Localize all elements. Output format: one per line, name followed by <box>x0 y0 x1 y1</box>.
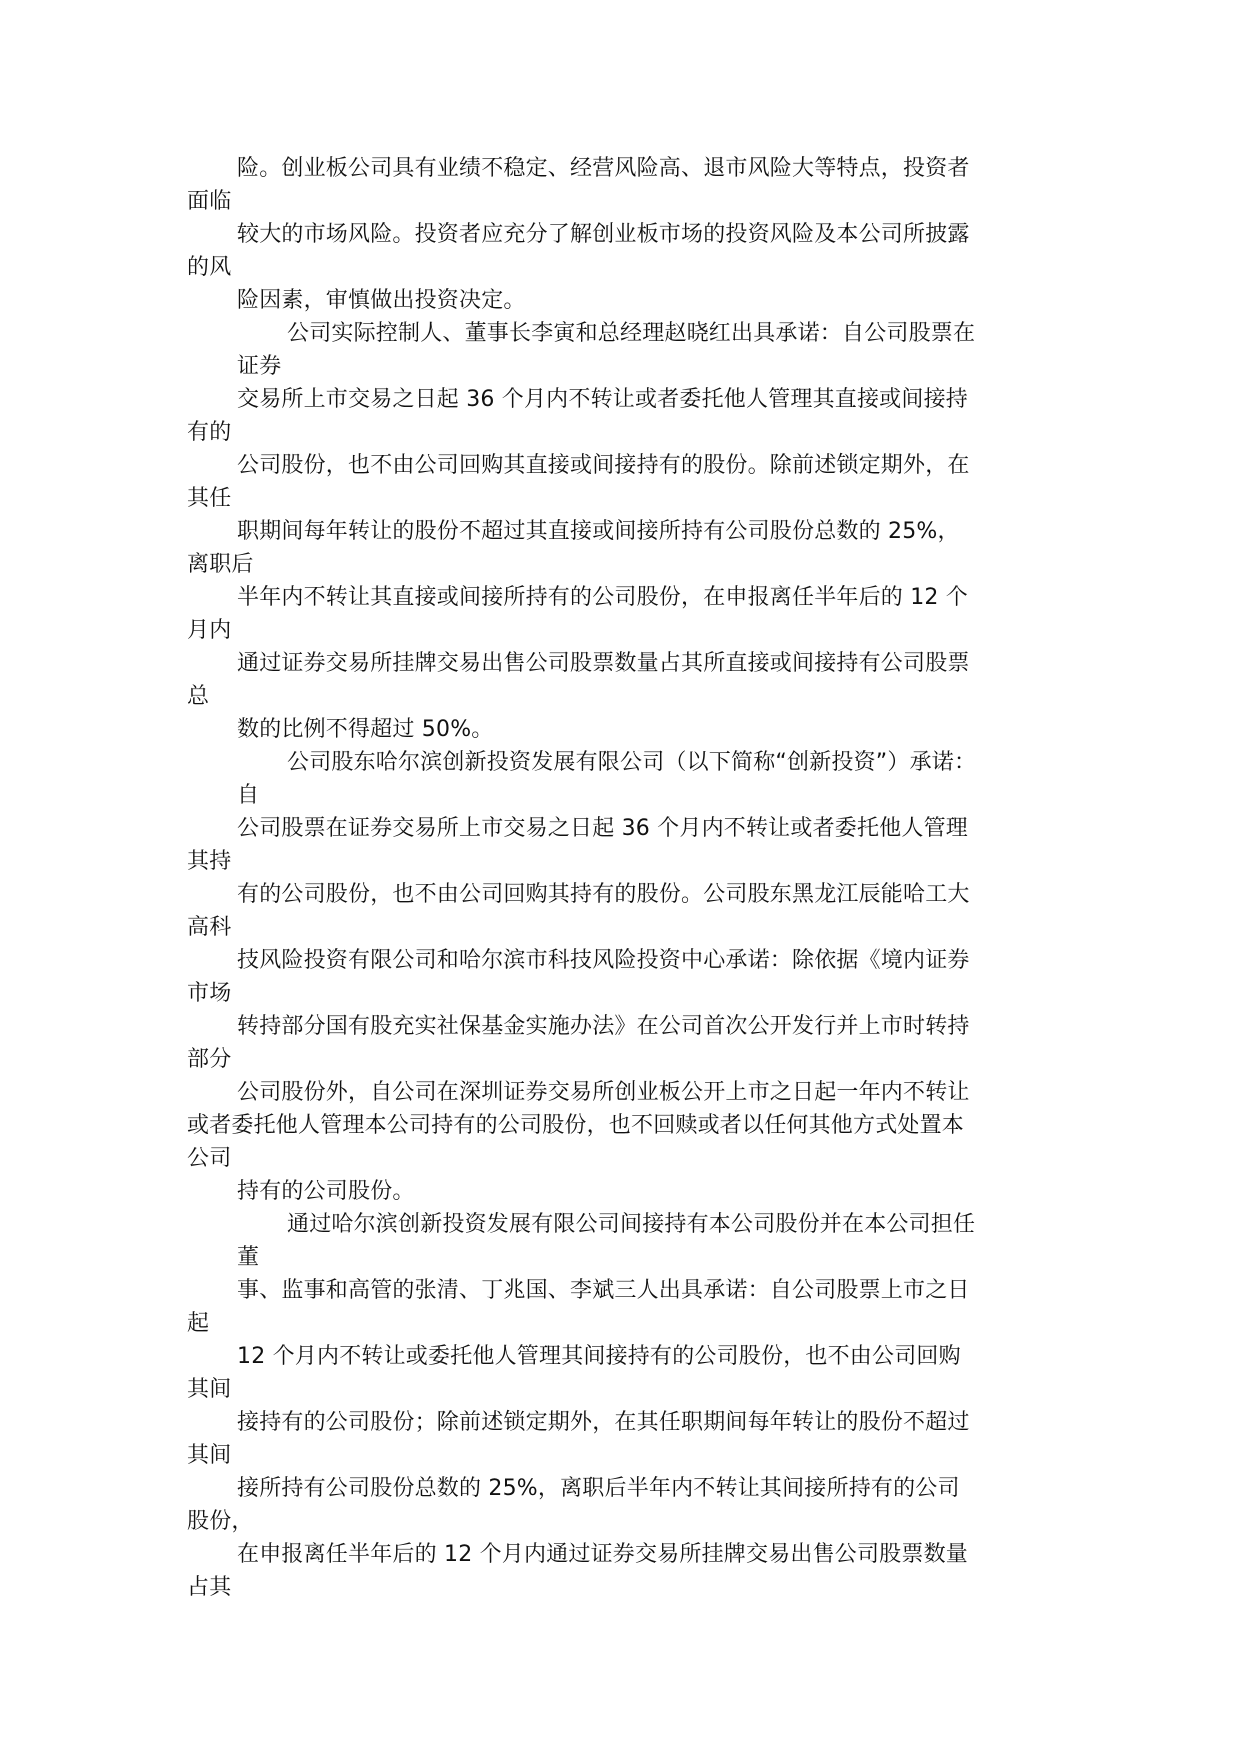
text-line: 其任 <box>187 486 232 511</box>
text-line: 证券 <box>237 354 282 379</box>
text-line: 部分 <box>187 1047 232 1072</box>
text-line: 有的 <box>187 420 232 445</box>
text-line: 交易所上市交易之日起 36 个月内不转让或者委托他人管理其直接或间接持 <box>237 387 968 412</box>
text-line: 职期间每年转让的股份不超过其直接或间接所持有公司股份总数的 25%， <box>237 519 960 544</box>
text-line: 或者委托他人管理本公司持有的公司股份，也不回赎或者以任何其他方式处置本 <box>187 1113 965 1138</box>
text-line: 持有的公司股份。 <box>237 1179 415 1204</box>
text-line: 股份， <box>187 1509 254 1534</box>
text-line: 其间 <box>187 1377 232 1402</box>
text-line: 12 个月内不转让或委托他人管理其间接持有的公司股份，也不由公司回购 <box>237 1344 961 1369</box>
text-line: 险因素，审慎做出投资决定。 <box>237 288 526 313</box>
text-line: 高科 <box>187 915 232 940</box>
text-line: 自 <box>237 783 260 808</box>
text-line: 在申报离任半年后的 12 个月内通过证券交易所挂牌交易出售公司股票数量 <box>237 1542 968 1567</box>
text-line: 其间 <box>187 1443 232 1468</box>
text-line: 市场 <box>187 981 232 1006</box>
paragraph-start-line: 公司股东哈尔滨创新投资发展有限公司（以下简称“创新投资”）承诺： <box>287 750 977 775</box>
text-line: 转持部分国有股充实社保基金实施办法》在公司首次公开发行并上市时转持 <box>237 1014 970 1039</box>
text-line: 总 <box>187 684 210 709</box>
text-line: 公司股票在证券交易所上市交易之日起 36 个月内不转让或者委托他人管理 <box>237 816 968 841</box>
text-line: 占其 <box>187 1575 232 1600</box>
text-line: 险。创业板公司具有业绩不稳定、经营风险高、退市风险大等特点，投资者 <box>237 156 970 181</box>
text-line: 接持有的公司股份；除前述锁定期外，在其任职期间每年转让的股份不超过 <box>237 1410 970 1435</box>
text-line: 起 <box>187 1311 210 1336</box>
text-line: 技风险投资有限公司和哈尔滨市科技风险投资中心承诺：除依据《境内证券 <box>237 948 970 973</box>
text-line: 其持 <box>187 849 232 874</box>
text-line: 较大的市场风险。投资者应充分了解创业板市场的投资风险及本公司所披露 <box>237 222 970 247</box>
text-line: 有的公司股份，也不由公司回购其持有的股份。公司股东黑龙江辰能哈工大 <box>237 882 970 907</box>
text-line: 月内 <box>187 618 232 643</box>
text-line: 事、监事和高管的张清、丁兆国、李斌三人出具承诺：自公司股票上市之日 <box>237 1278 970 1303</box>
text-line: 董 <box>237 1245 260 1270</box>
text-line: 数的比例不得超过 50%。 <box>237 717 494 742</box>
paragraph-start-line: 通过哈尔滨创新投资发展有限公司间接持有本公司股份并在本公司担任 <box>287 1212 976 1237</box>
text-line: 公司 <box>187 1146 232 1171</box>
text-line: 半年内不转让其直接或间接所持有的公司股份，在申报离任半年后的 12 个 <box>237 585 968 610</box>
text-line: 的风 <box>187 255 232 280</box>
text-line: 通过证券交易所挂牌交易出售公司股票数量占其所直接或间接持有公司股票 <box>237 651 970 676</box>
body-text <box>187 152 1067 1604</box>
text-line: 公司股份，也不由公司回购其直接或间接持有的股份。除前述锁定期外，在 <box>237 453 970 478</box>
paragraph-start-line: 公司实际控制人、董事长李寅和总经理赵晓红出具承诺：自公司股票在 <box>287 321 976 346</box>
text-line: 接所持有公司股份总数的 25%，离职后半年内不转让其间接所持有的公司 <box>237 1476 960 1501</box>
text-line: 离职后 <box>187 552 254 577</box>
text-line: 公司股份外，自公司在深圳证券交易所创业板公开上市之日起一年内不转让 <box>237 1080 970 1105</box>
text-line: 面临 <box>187 189 232 214</box>
